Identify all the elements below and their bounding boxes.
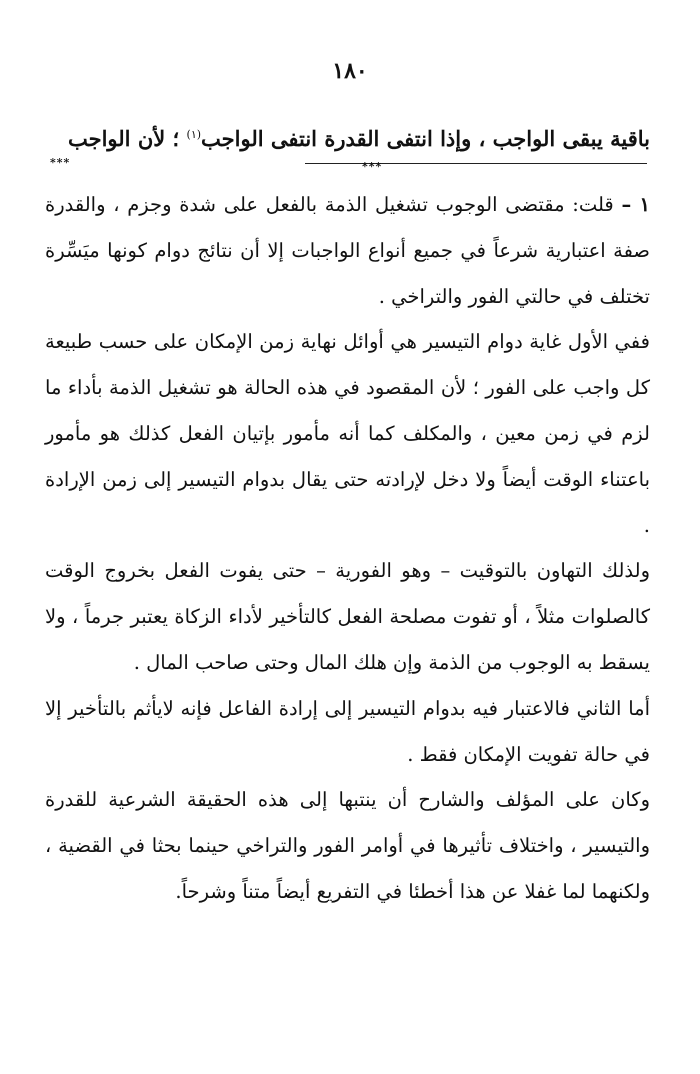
- main-text-line: [50, 126, 650, 151]
- separator-stars-middle: ***: [362, 160, 383, 173]
- footnote-reference: (١): [186, 128, 202, 141]
- separator-stars-left: ***: [50, 156, 71, 169]
- footnote-paragraph: ولذلك التهاون بالتوقيت – وهو الفورية – حتى يفوت الفعل بخروج الوقت كالصلوات مثلاً ، أو تفوت مصلحة الفعل كالتأخير لأداء الزكاة يعتبر جرماً ، ولا يسقط به الوجوب من الذمة وإن هلك المال وحتى صاحب المال .: [45, 559, 650, 674]
- footnote-block: [45, 182, 650, 915]
- footnote-paragraph-text: قلت: مقتضى الوجوب تشغيل الذمة بالفعل على شدة وجزم ، والقدرة صفة اعتبارية شرعاً في جميع أنواع الواجبات إلا أن نتائج دوام كونها ميَسِّرة تختلف في حالتي الفور والتراخي .: [45, 193, 650, 308]
- footnote-paragraph: وكان على المؤلف والشارح أن ينتبها إلى هذه الحقيقة الشرعية للقدرة والتيسير ، واختلاف تأثيرها في أوامر الفور والتراخي حينما بحثا في القضية ، ولكنهما لما غفلا عن هذا أخطئا في التفريع أيضاً متناً وشرحاً.: [45, 788, 650, 903]
- footnote-paragraph: أما الثاني فالاعتبار فيه بدوام التيسير إلى إرادة الفاعل فإنه لايأثم بالتأخير إلا في حالة تفويت الإمكان فقط .: [45, 696, 650, 766]
- footnote-paragraph: ففي الأول غاية دوام التيسير هي أوائل نهاية زمن الإمكان على حسب طبيعة كل واجب على الفور ؛ لأن المقصود في هذه الحالة هو تشغيل الذمة بأداء ما لزم في زمن معين ، والمكلف كما أنه مأمور بإتيان الفعل كذلك هو مأمور باعتناء الوقت أيضاً ولا دخل لإرادته حتى يقال بدوام التيسير إلى زمن الإرادة .: [45, 330, 650, 537]
- footnote-number: ١ –: [621, 193, 650, 216]
- footnote-paragraph: [45, 182, 650, 319]
- main-text: باقية يبقى الواجب ، وإذا انتفى القدرة انتفى الواجب: [201, 126, 650, 151]
- footnote-divider: [305, 163, 647, 164]
- page-number: ١٨٠: [332, 58, 368, 84]
- main-text-end: ؛ لأن الواجب: [67, 126, 180, 151]
